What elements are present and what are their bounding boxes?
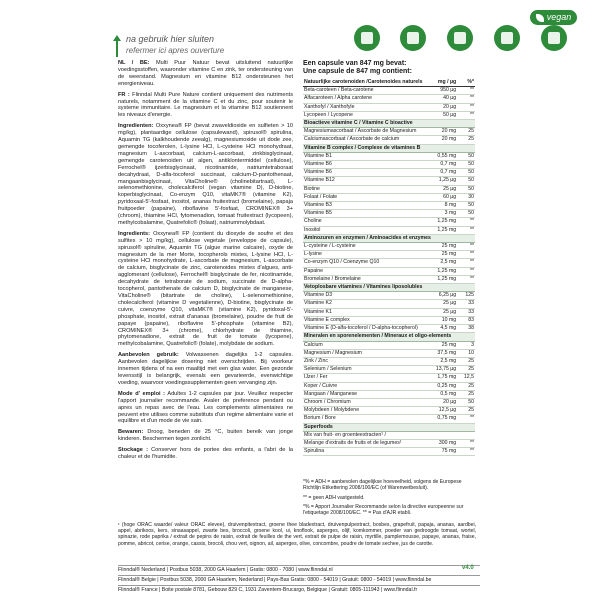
nutrient-amount: 1,25 µg	[423, 177, 457, 185]
nutrient-name: L-lysine	[303, 251, 423, 259]
ingredients-nl	[118, 123, 293, 227]
nutrient-pct	[457, 431, 475, 439]
table-title	[303, 60, 475, 76]
nutrient-pct: 25	[457, 382, 475, 390]
nutrient-amount: 0,7 mg	[423, 169, 457, 177]
nutrient-pct: 50	[457, 398, 475, 406]
nutrient-name: Calciumascorbaat / Ascorbate de calcium	[303, 136, 423, 144]
table-row	[303, 374, 475, 382]
table-row	[303, 316, 475, 324]
nutrient-name: Vitamine D3	[303, 292, 423, 300]
nutrient-name: Vitamine K2	[303, 300, 423, 308]
nutrient-name: Vitamine B12	[303, 177, 423, 185]
nutrient-name: Xanthofyl / Xanthofyle	[303, 103, 423, 111]
table-row	[303, 152, 475, 160]
nutrient-amount: 25 µg	[423, 185, 457, 193]
nutrient-pct: 25	[457, 407, 475, 415]
table-title-fr: Une capsule de 847 mg contient:	[303, 68, 412, 75]
nutrient-amount: 0,25 mg	[423, 382, 457, 390]
left-column	[118, 60, 293, 465]
address-be: Flinndal® Belgie | Postbus 5038, 2000 GA Haarlem, Nederland | Pays-Bas Gratis: 0800 - 54019 | Gratuit: 0800 - 54019 | www.flinndal.be	[118, 575, 480, 585]
nutrient-pct: 12,5	[457, 374, 475, 382]
nutrient-name: Beta-caroteen / Beta-carotene	[303, 87, 423, 95]
leaf-icon	[400, 25, 426, 51]
table-section	[303, 120, 475, 128]
nutrient-name: Papaine	[303, 267, 423, 275]
nutrient-amount: 60 µg	[423, 193, 457, 201]
nutrient-pct: 33	[457, 308, 475, 316]
nutrient-pct: 25	[457, 128, 475, 136]
nutrient-name: Co-enzym Q10 / Coenzyme Q10	[303, 259, 423, 267]
storage-fr-text: Conserver hors de portee des enfants, a l'abri de la chaleur et de l'humidite.	[118, 447, 293, 461]
table-row	[303, 193, 475, 201]
table-row	[303, 300, 475, 308]
nutrient-name: Magnesiumascorbaat / Ascorbate de Magnesium	[303, 128, 423, 136]
table-row	[303, 390, 475, 398]
nutrient-pct: **	[457, 275, 475, 283]
nutrient-amount: 0,5 mg	[423, 390, 457, 398]
table-row	[303, 431, 475, 439]
table-row	[303, 185, 475, 193]
nutrient-pct: 38	[457, 325, 475, 333]
nutrient-amount: 12,5 µg	[423, 407, 457, 415]
intro-nl	[118, 60, 293, 88]
nutrient-amount: 1,25 mg	[423, 267, 457, 275]
nutrient-pct: 25	[457, 366, 475, 374]
nutrient-amount: 20 mg	[423, 136, 457, 144]
nutrient-amount: 25 µg	[423, 308, 457, 316]
table-row	[303, 357, 475, 365]
note-adh: *% = ADH = aanbevolen dagelijkse hoeveelheid, volgens de Europese Richtlijn Etikettering 2008/100/EC (of Warenwetbesluit).	[303, 479, 462, 492]
section-title: Aminozuren en enzymen / Aminoacides et enzymes	[303, 234, 475, 242]
nutrient-amount: 1,75 mg	[423, 374, 457, 382]
tooth-icon	[447, 25, 473, 51]
benefit-icons	[352, 25, 592, 55]
table-title-nl: Een capsule van 847 mg bevat:	[303, 60, 407, 67]
intro-fr	[118, 92, 293, 120]
close-here-nl: na gebruik hier sluiten	[126, 34, 215, 44]
table-row	[303, 111, 475, 119]
table-header	[303, 79, 475, 87]
table-row	[303, 292, 475, 300]
nutrient-amount: 4,5 mg	[423, 325, 457, 333]
nutrient-pct: 50	[457, 185, 475, 193]
table-row	[303, 407, 475, 415]
dosage-fr	[118, 391, 293, 426]
nutrient-pct: **	[457, 259, 475, 267]
table-row	[303, 202, 475, 210]
nutrient-name: Vitamine B6	[303, 169, 423, 177]
nutrient-name: Selenium / Selenium	[303, 366, 423, 374]
intro-nl-text: Multi Puur Natuur bevat uitsluitend natuurlijke voedingsstoffen, waaronder vitamine C en zink, ter ondersteuning van de weerstand. Magnesium en vitamine B12 ondersteunen het energieniveau.	[118, 60, 294, 87]
nutrient-pct: 50	[457, 161, 475, 169]
table-row	[303, 95, 475, 103]
table-row	[303, 349, 475, 357]
nutrient-amount: 0,55 mg	[423, 152, 457, 160]
nutrient-name: Koper / Cuivre	[303, 382, 423, 390]
table-row	[303, 169, 475, 177]
section-title: Mineralen en sporenelementen / Mineraux et oligo-elements	[303, 333, 475, 341]
nutrient-name: L-cysteine / L-cysteine	[303, 243, 423, 251]
nutrient-name: Vitamine B3	[303, 202, 423, 210]
nutrient-pct: 33	[457, 300, 475, 308]
nutrient-name: Calcium	[303, 341, 423, 349]
storage-nl-lead: Bewaren:	[118, 429, 144, 436]
nutrient-name: Mangaan / Manganese	[303, 390, 423, 398]
vegan-badge	[530, 10, 577, 25]
nutrient-name: Molybdeen / Molybdene	[303, 407, 423, 415]
dosage-nl-text: Volwassenen dagelijks 1-2 capsules. Aanbevolen dagelijkse dosering niet overschrijden. Bij voorkeur innemen tijdens of na een maaltijd met een glas water. Een gezonde levensstijl is belangrijk, evenals een gevarieerde, evenwichtige voeding, waarvoor voedingssupplementen geen vervanging zijn.	[118, 352, 294, 386]
table-section	[303, 333, 475, 341]
nutrient-pct: 50	[457, 169, 475, 177]
note-ajr: *% = Apport Journalier Recommande selon la directive europeenne sur l'etiquetage 2008/100/EC. ** = Pas d'AJR etabli.	[303, 503, 464, 517]
table-row	[303, 177, 475, 185]
close-here-fr: refermer ici apres ouverture	[126, 46, 225, 55]
table-row	[303, 448, 475, 456]
nutrient-name: Vitamine B5	[303, 210, 423, 218]
nutrient-pct: 30	[457, 193, 475, 201]
nutrient-amount: 25 mg	[423, 341, 457, 349]
storage-fr	[118, 447, 293, 461]
nutrient-pct: **	[457, 251, 475, 259]
table-row	[303, 325, 475, 333]
section-title: Vetoplosbare vitamines / Vitamines liposolubles	[303, 284, 475, 292]
nutrient-name: Vitamine E complex	[303, 316, 423, 324]
section-title: Bioactieve vitamine C / Vitamine C bioactive	[303, 120, 475, 128]
note-no-adh: ** = geen ADH vastgesteld.	[303, 494, 365, 501]
nutrient-amount: 0,75 mg	[423, 415, 457, 423]
nutrient-name: Biotine	[303, 185, 423, 193]
nutrient-pct: 25	[457, 357, 475, 365]
nutrient-amount: 3 mg	[423, 210, 457, 218]
dosage-nl	[118, 352, 293, 387]
nutrient-pct: 25	[457, 136, 475, 144]
nutrient-pct: **	[457, 218, 475, 226]
table-row	[303, 415, 475, 423]
nutrition-panel	[303, 60, 475, 456]
nutrient-pct: **	[457, 448, 475, 456]
table-row	[303, 210, 475, 218]
intro-nl-lead: NL / BE:	[118, 60, 150, 66]
header-unit: mg / µg	[423, 79, 457, 87]
nutrient-name: Vitamine K1	[303, 308, 423, 316]
ingredients-fr	[118, 231, 293, 348]
leaf-icon	[536, 14, 544, 22]
vegan-label: vegan	[546, 12, 572, 22]
nutrient-amount	[423, 431, 457, 439]
table-row	[303, 366, 475, 374]
nutrient-amount: 8 mg	[423, 202, 457, 210]
table-row	[303, 439, 475, 447]
nutrient-name: Folaat / Folate	[303, 193, 423, 201]
nutrient-pct: 50	[457, 152, 475, 160]
nutrient-amount: 40 µg	[423, 95, 457, 103]
address-block	[118, 565, 480, 595]
section-title: Vitamine B complex / Complexe de vitamines B	[303, 144, 475, 152]
nutrient-amount: 20 µg	[423, 103, 457, 111]
nutrient-name: Vitamine B1	[303, 152, 423, 160]
table-notes	[303, 479, 475, 519]
address-fr: Flinndal® France | Boite postale 8781, Gebouw 829 C, 1931 Zaventem-Brucargo, Belgique | Gratuit: 0805-111943 | www.flinndal.fr	[118, 585, 480, 595]
nutrient-name: Zink / Zinc	[303, 357, 423, 365]
nutrient-amount: 0,7 mg	[423, 161, 457, 169]
dosage-fr-lead: Mode d' emploi :	[118, 390, 166, 397]
nutrient-amount: 75 mg	[423, 448, 457, 456]
table-row	[303, 308, 475, 316]
nutrient-amount: 25 mg	[423, 251, 457, 259]
nutrient-pct: **	[457, 111, 475, 119]
nutrient-name: Inositol	[303, 226, 423, 234]
bone-icon	[494, 25, 520, 51]
footnote: ¹ (hoge ORAC waarde/ valeur ORAC elevee), druivenpitextract, groene thee bladextract, druivenpulpextract, bosbes, grapefruit, papaja, ananas, aardbei, appel, abrikoos, kers, sinaasappel, zwarte bes, broccoli, groene kool, ui, knoflook, asperges, olijf, komkommer, poeder van gedroogde tomaat, wortel, spinazie, rode paprika / extrait de pepins de raisin, extrait de feuilles de the vert, extrait de pulpe de raisin, myrtille, pamplemousse, papaye, ananas, fraise, pomme, abricot, cerise, orange, cassis, brocoli, chou vert, oignon, ail, asperges, olive, concombre, poudre de tomate sechee, jus de carotte.	[118, 522, 476, 547]
table-row	[303, 275, 475, 283]
dosage-nl-lead: Aanbevolen gebruik:	[118, 352, 179, 359]
nutrient-amount: 1,25 mg	[423, 226, 457, 234]
storage-fr-lead: Stockage :	[118, 447, 148, 454]
nutrient-name: Borium / Bore	[303, 415, 423, 423]
table-row	[303, 87, 475, 95]
nutrient-name: IJzer / Fer	[303, 374, 423, 382]
nutrient-pct: **	[457, 439, 475, 447]
nutrient-pct: **	[457, 226, 475, 234]
nutrient-name: Choline	[303, 218, 423, 226]
nutrient-pct: **	[457, 415, 475, 423]
storage-nl-text: Droog, beneden de 25 °C, buiten bereik van jonge kinderen. Beschermen tegen zonlicht.	[118, 429, 293, 443]
nutrient-pct: 25	[457, 390, 475, 398]
table-row	[303, 398, 475, 406]
intro-fr-text: Flinndal Multi Pure Nature contient uniquement des nutriments naturels, notamment de la vitamine C et du zinc, pour soutenir le systeme immunitaire. Le magnesium et la vitamine B12 soutiennent les niveaux d'energie.	[118, 91, 294, 119]
nutrient-name: Magnesium / Magnesium	[303, 349, 423, 357]
nutrient-pct: 3	[457, 341, 475, 349]
nutrient-amount: 1,25 mg	[423, 275, 457, 283]
nutrient-amount: 13,75 µg	[423, 366, 457, 374]
nutrient-name: Melange d'extraits de fruits et de legumes¹	[303, 439, 423, 447]
header-pct: %*	[457, 79, 475, 87]
nutrient-pct: **	[457, 267, 475, 275]
table-section	[303, 284, 475, 292]
table-row	[303, 226, 475, 234]
ingredients-nl-text: Oxxynea® FP (bevat zwaveldioxide en sulfieten > 10 mg/kg), plantaardige cellulose (capsulewand), spirusol® spirulina, Aquamin TG (kalkhoudende zeealg), magnesiumoxide uit dode zee, gemengde tocoferolen, L-lysine HCl, L-cysteine HCl monohydraat, magnesium L-ascorbaat, calcium-L-ascorbaat, zinkbisglycinaat, gemengde carotenoiden uit algen, antiklontermiddel (cellulose), Ferrochel® ijzerbisglycinaat, nicotinamide, natriumtetraboraat decahydraat, D-alfa-tocoferol succinaat, calcium-D-pantothenaat, mangaanbisglycinaat, VitaCholine® (cholinebitartraat), L-selenomethionine, cholecalciferol (vegan vitamine D), D-biotine, koperbisglycinaat, Co-enzym Q10, vitaMK7® (vitamine K2), pyridoxaal-5'-fosfaat, inositol, ananas fruitextract (bromelaine), papaja fruitpoeder (papaine), riboflavine 5'-fosfaat, CROMINEX® 3+ (chroom), thiamine HCl, fytomenadion, tomaat fruitextract (lycopeen), methylcobalamine, Quatrefolic® (folaat), natriummolybdaat.	[118, 123, 293, 226]
nutrient-name: Chroom / Chromium	[303, 398, 423, 406]
nutrient-name: Spirulina	[303, 448, 423, 456]
ingredients-nl-lead: Ingredienten:	[118, 123, 154, 130]
nutrient-amount: 950 µg	[423, 87, 457, 95]
address-nl: Flinndal® Nederland | Postbus 5038, 2000 GA Haarlem | Gratis: 0800 - 7080 | www.flinndal.nl	[118, 565, 480, 575]
ingredients-fr-lead: Ingredients:	[118, 230, 151, 237]
nutrient-amount: 2,5 mg	[423, 357, 457, 365]
table-row	[303, 103, 475, 111]
arrow-up-icon	[112, 33, 122, 59]
table-row	[303, 161, 475, 169]
nutrient-pct: **	[457, 87, 475, 95]
table-row	[303, 341, 475, 349]
mushroom-icon	[354, 25, 380, 51]
nutrient-amount: 10 mg	[423, 316, 457, 324]
table-row	[303, 218, 475, 226]
nutrient-name: Vitamine E (D-alfa-tocoferol / D-alpha-tocopherol)	[303, 325, 423, 333]
section-title: Superfoods	[303, 423, 475, 431]
table-row	[303, 128, 475, 136]
nutrient-pct: 50	[457, 177, 475, 185]
table-row	[303, 136, 475, 144]
table-section	[303, 234, 475, 242]
nutrient-name: Vitamine B6	[303, 161, 423, 169]
nutrient-name: Alfacaroteen / Alpha carotene	[303, 95, 423, 103]
nutrient-name: Mix van fruit- en groenteextracten¹ /	[303, 431, 423, 439]
nutrient-amount: 2,5 mg	[423, 259, 457, 267]
ingredients-fr-text: Oxxynea® FP (contient du dioxyde de soufre et des sulfites > 10 mg/kg), cellulose vegetale (enveloppe de capsule), spirusol® spiruline, Aquamin TG (algue marine calcaire), oxyde de magnesium de la mer Morte, tocopherols mixtes, L-lysine HCl, L-cysteine HCl monohydrate, L-ascorbate de magnesium, L-ascorbate de calcium, bisglycinate de zinc, carotenoides mixtes d'algues, anti-agglomerant (cellulose), Ferrochel® bisglycinate de fer, nicotinamide, decahydrate de tetraborate de sodium, succinate de D-alpha-tocopherol, pantothenate de calcium D, bisglycinate de manganese, VitaCholine® (bitartrate de choline), L-selenomethionine, cholecalciferol (vitamine D vegetalienne), D-biotine, bisglycinate de cuivre, coenzyme Q10, vitaMK7® (vitamine K2), pyridoxal-5'-phosphate, inositol, extrait d'ananas (bromelaine), poudre de fruit de papaye (papaine), riboflavine 5'-phosphate (vitamine B2), CROMINEX® 3+ (chrome), chlorhydrate de thiamine, phytomenadione, extrait de fruit de tomate (lycopene), methylcobalamine, Quatrefolic® (folate), molybdate de sodium.	[118, 230, 293, 348]
table-row	[303, 243, 475, 251]
storage-nl	[118, 429, 293, 443]
table-row	[303, 251, 475, 259]
nutrient-pct: 83	[457, 316, 475, 324]
dosage-fr-text: Adultes 1-2 capsules par jour. Veuillez respecter l'apport journalier recommande. Avaler de preference pendant ou apres un repas avec de l'eau. Les complements alimentaires ne peuvent etre utilises comme substituts d'un regime alimentaire varie et equilibre et d'un mode de vie sain.	[118, 390, 294, 425]
nutrient-amount: 37,5 mg	[423, 349, 457, 357]
nutrient-amount: 50 µg	[423, 111, 457, 119]
nutrient-pct: **	[457, 103, 475, 111]
nutrient-pct: 10	[457, 349, 475, 357]
nutrient-pct: **	[457, 243, 475, 251]
nutrient-amount: 300 mg	[423, 439, 457, 447]
nutrient-pct: 125	[457, 292, 475, 300]
header-name: Natuurlijke carotenoiden /Carotenoides naturels	[304, 79, 423, 85]
table-section	[303, 423, 475, 431]
nutrient-name: Lycopeen / Lycopene	[303, 111, 423, 119]
nutrient-pct: 50	[457, 210, 475, 218]
nutrient-amount: 1,25 mg	[423, 218, 457, 226]
table-section	[303, 144, 475, 152]
table-row	[303, 267, 475, 275]
nutrient-amount: 25 mg	[423, 243, 457, 251]
nutrient-amount: 20 µg	[423, 398, 457, 406]
table-row	[303, 259, 475, 267]
nutrient-amount: 20 mg	[423, 128, 457, 136]
nutrient-amount: 6,25 µg	[423, 292, 457, 300]
table-row	[303, 382, 475, 390]
nutrient-pct: **	[457, 95, 475, 103]
nutrient-amount: 25 µg	[423, 300, 457, 308]
nutrition-table	[303, 79, 475, 456]
version-label: v4.0	[462, 565, 474, 571]
wheat-icon	[541, 25, 567, 51]
intro-fr-lead: FR :	[118, 91, 130, 98]
nutrient-pct: 50	[457, 202, 475, 210]
nutrient-name: Bromelaine / Bromelaine	[303, 275, 423, 283]
